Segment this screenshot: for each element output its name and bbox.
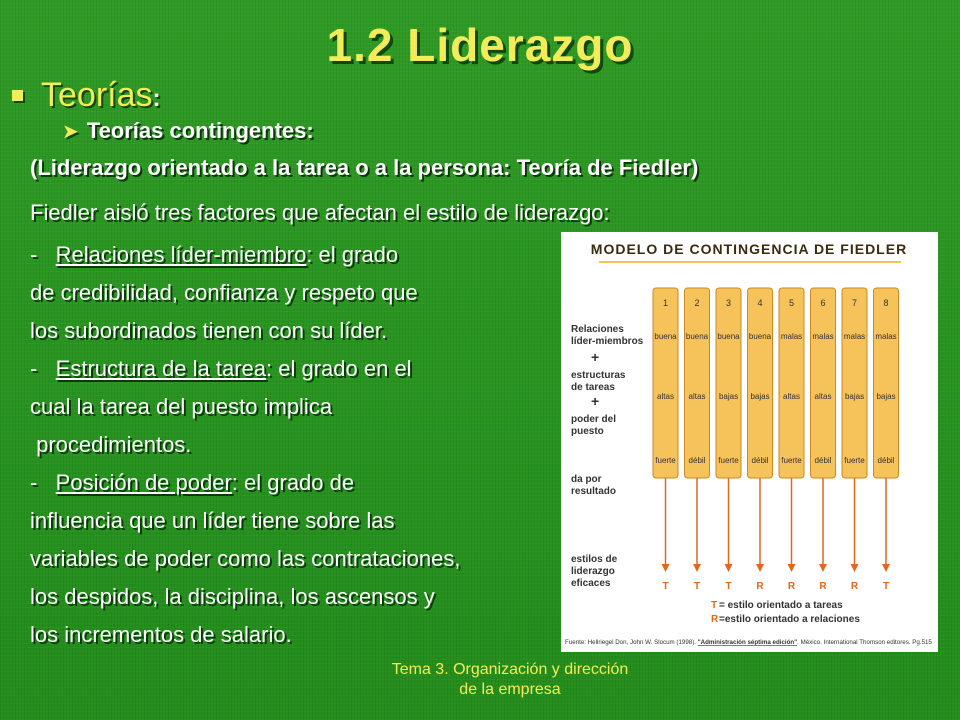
- factor-line: procedimientos.: [30, 432, 192, 457]
- situation-estructura: altas: [657, 392, 674, 401]
- situation-poder: fuerte: [655, 456, 676, 465]
- situation-estructura: altas: [783, 392, 800, 401]
- situation-bar: [779, 288, 804, 478]
- situation-estructura: bajas: [876, 392, 896, 401]
- factor-term: Estructura de la tarea: [55, 356, 267, 381]
- situation-style: T: [725, 581, 732, 592]
- situation-bar: [748, 288, 773, 478]
- figure-source: Fuente: Hellriegel Don, John W. Slocum (1998). "Administración séptima edición". México. International Thomson editores. Pg.515: [565, 639, 932, 646]
- situation-relaciones: malas: [843, 332, 866, 341]
- situation-number: 8: [883, 298, 889, 308]
- factor-poder: [30, 470, 354, 496]
- label-estilos-2: liderazgo: [571, 566, 615, 577]
- slide-title: 1.2 Liderazgo: [326, 19, 634, 71]
- situation-poder: fuerte: [844, 456, 865, 465]
- legend-t-text: = estilo orientado a tareas: [719, 600, 843, 611]
- situation-number: 6: [820, 298, 826, 308]
- dash: -: [30, 242, 38, 267]
- factor-line: de credibilidad, confianza y respeto que: [30, 280, 418, 305]
- situation-style: R: [787, 581, 796, 592]
- slide-footer: [360, 660, 660, 700]
- situation-poder: fuerte: [718, 456, 739, 465]
- bullet-teorias-colon: :: [152, 85, 161, 112]
- label-estructuras-1: estructuras: [571, 370, 626, 381]
- situation-relaciones: malas: [812, 332, 834, 341]
- label-relaciones-2: líder-miembros: [571, 336, 644, 347]
- situation-number: 4: [757, 298, 763, 308]
- situation-number: 7: [851, 298, 858, 308]
- legend-r-text: =estilo orientado a relaciones: [719, 614, 860, 625]
- situation-relaciones: buena: [717, 332, 740, 341]
- fiedler-model-figure: [561, 232, 938, 652]
- factor-term: Posición de poder: [55, 470, 232, 495]
- situation-poder: débil: [814, 456, 832, 465]
- bullet-teorias-contingentes: [62, 118, 314, 144]
- situation-bar: [653, 288, 678, 478]
- footer-line-1: Tema 3. Organización y dirección: [391, 661, 629, 678]
- situation-estructura: bajas: [718, 392, 739, 401]
- bullet-teorias: [12, 76, 161, 115]
- situation-relaciones: buena: [748, 332, 772, 341]
- situation-style: T: [662, 581, 669, 592]
- situation-bar: [811, 288, 836, 478]
- situation-relaciones: buena: [685, 332, 709, 341]
- dash: -: [30, 470, 38, 495]
- factor-text: : el grado: [306, 242, 399, 267]
- arrow-bullet-icon: ➤: [62, 120, 79, 143]
- factor-line: los despidos, la disciplina, los ascensos y: [30, 584, 435, 609]
- situation-poder: débil: [877, 456, 895, 465]
- label-estilos-3: eficaces: [571, 578, 611, 589]
- plus-icon: +: [591, 393, 600, 409]
- situation-bar: [874, 288, 899, 478]
- subtitle: (Liderazgo orientado a la tarea o a la persona: Teoría de Fiedler): [30, 155, 699, 180]
- situation-relaciones: buena: [654, 332, 677, 341]
- square-bullet-icon: [12, 90, 23, 101]
- legend-r-key: R: [711, 614, 719, 625]
- situation-number: 3: [725, 298, 732, 308]
- result-arrow-icon: [788, 564, 796, 572]
- situation-bar: [842, 288, 867, 478]
- situation-columns: [653, 288, 899, 592]
- factor-text: : el grado de: [231, 470, 355, 495]
- factor-relaciones: [30, 242, 398, 268]
- intro-text: Fiedler aisló tres factores que afectan el estilo de liderazgo:: [30, 200, 610, 225]
- situation-estructura: bajas: [844, 392, 865, 401]
- factor-line: los subordinados tienen con su líder.: [30, 318, 388, 343]
- result-arrow-icon: [819, 564, 827, 572]
- figure-title: MODELO DE CONTINGENCIA DE FIEDLER: [590, 241, 908, 257]
- situation-estructura: altas: [814, 392, 832, 401]
- result-arrow-icon: [882, 564, 890, 572]
- label-resultado-1: da por: [571, 474, 602, 485]
- factor-line: cual la tarea del puesto implica: [30, 394, 333, 419]
- bullet-teorias-contingentes-label: Teorías contingentes:: [86, 118, 314, 143]
- situation-number: 2: [694, 298, 700, 308]
- situation-bar: [716, 288, 741, 478]
- factor-line: influencia que un líder tiene sobre las: [30, 508, 395, 533]
- factor-line: variables de poder como las contrataciones,: [30, 546, 461, 571]
- factor-estructura: [30, 356, 412, 382]
- situation-style: T: [882, 581, 890, 592]
- label-poder-2: puesto: [571, 426, 604, 437]
- situation-style: T: [693, 581, 701, 592]
- situation-estructura: bajas: [750, 392, 770, 401]
- situation-style: R: [819, 581, 827, 592]
- result-arrow-icon: [756, 564, 764, 572]
- situation-bar: [685, 288, 710, 478]
- plus-icon: +: [591, 349, 600, 365]
- situation-poder: débil: [688, 456, 706, 465]
- label-poder-1: poder del: [571, 414, 617, 425]
- label-relaciones-1: Relaciones: [571, 324, 624, 335]
- bullet-teorias-label: Teorías:: [41, 76, 161, 114]
- situation-style: R: [850, 581, 859, 592]
- factor-term: Relaciones líder-miembro: [55, 242, 307, 267]
- situation-poder: débil: [751, 456, 769, 465]
- situation-relaciones: malas: [875, 332, 897, 341]
- label-estilos-1: estilos de: [571, 554, 618, 565]
- label-resultado-2: resultado: [571, 486, 617, 497]
- result-arrow-icon: [725, 564, 733, 572]
- situation-number: 1: [662, 298, 669, 308]
- legend-t-key: T: [711, 600, 718, 611]
- fiedler-model-diagram: [561, 232, 938, 652]
- result-arrow-icon: [693, 564, 701, 572]
- situation-style: R: [756, 581, 764, 592]
- situation-relaciones: malas: [780, 332, 803, 341]
- result-arrow-icon: [851, 564, 859, 572]
- factor-line: los incrementos de salario.: [30, 622, 292, 647]
- result-arrow-icon: [662, 564, 670, 572]
- footer-line-2: de la empresa: [459, 681, 561, 698]
- factor-text: : el grado en el: [266, 356, 412, 381]
- situation-number: 5: [788, 298, 795, 308]
- label-estructuras-2: de tareas: [571, 382, 615, 393]
- situation-poder: fuerte: [781, 456, 802, 465]
- situation-estructura: altas: [688, 392, 706, 401]
- dash: -: [30, 356, 38, 381]
